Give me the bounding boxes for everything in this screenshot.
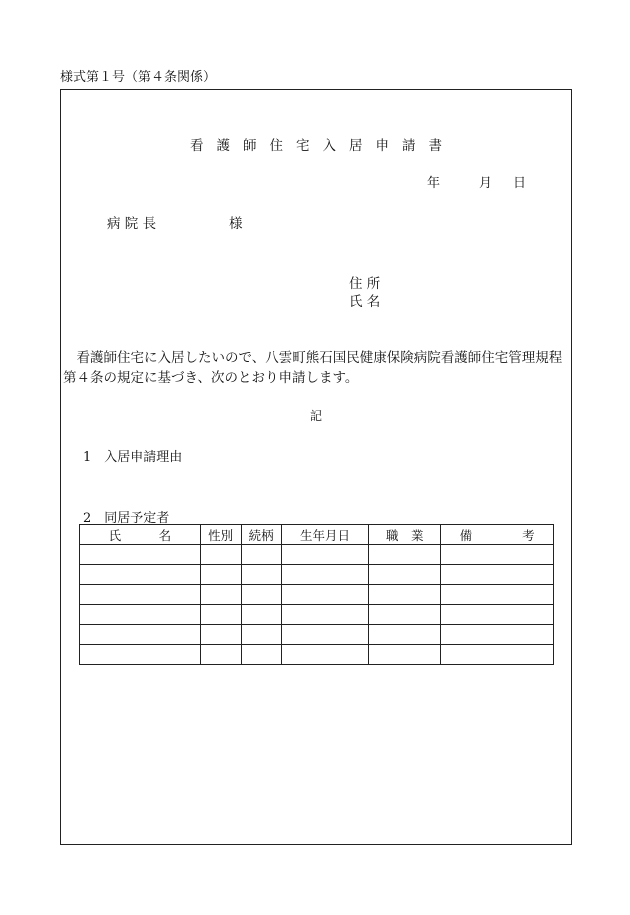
addressee-honorific: 様 <box>229 216 243 232</box>
form-number-label: 様式第１号（第４条関係） <box>60 70 217 85</box>
date-day-label: 日 <box>513 176 527 191</box>
date-month-label: 月 <box>479 176 493 191</box>
remarks-cell[interactable] <box>441 605 554 625</box>
remarks-cell[interactable] <box>441 645 554 665</box>
relation-cell[interactable] <box>241 625 281 645</box>
remarks-cell[interactable] <box>441 625 554 645</box>
name-cell[interactable] <box>80 625 201 645</box>
occupation-cell[interactable] <box>369 565 441 585</box>
remarks-cell[interactable] <box>441 545 554 565</box>
page-title: 看護師住宅入居申請書 <box>190 138 455 154</box>
col-gender-header: 性別 <box>200 525 241 545</box>
body-line-1: 看護師住宅に入居したいので、八雲町熊石国民健康保険病院看護師住宅管理規程 <box>63 350 563 366</box>
table-row <box>80 585 554 605</box>
occupation-cell[interactable] <box>369 585 441 605</box>
remarks-cell[interactable] <box>441 565 554 585</box>
name-cell[interactable] <box>80 565 201 585</box>
occupation-cell[interactable] <box>369 645 441 665</box>
date-year-label: 年 <box>427 176 441 191</box>
table-row <box>80 605 554 625</box>
addressee-title: 病 院 長 <box>107 216 157 232</box>
birthdate-cell[interactable] <box>281 545 369 565</box>
ki-heading: 記 <box>309 409 322 423</box>
relation-cell[interactable] <box>241 565 281 585</box>
occupation-cell[interactable] <box>369 545 441 565</box>
col-birthdate-header: 生年月日 <box>281 525 369 545</box>
relation-cell[interactable] <box>241 645 281 665</box>
table-row <box>80 645 554 665</box>
occupation-cell[interactable] <box>369 605 441 625</box>
relation-cell[interactable] <box>241 585 281 605</box>
birthdate-cell[interactable] <box>281 585 369 605</box>
gender-cell[interactable] <box>200 625 241 645</box>
item-reason: 1 入居申請理由 <box>83 450 183 465</box>
name-cell[interactable] <box>80 645 201 665</box>
name-cell[interactable] <box>80 545 201 565</box>
applicant-name-label: 氏 名 <box>349 294 381 310</box>
table-row <box>80 545 554 565</box>
table-row <box>80 565 554 585</box>
name-cell[interactable] <box>80 605 201 625</box>
col-name-header: 氏 名 <box>80 525 201 545</box>
gender-cell[interactable] <box>200 605 241 625</box>
gender-cell[interactable] <box>200 585 241 605</box>
item-cohabitants: 2 同居予定者 <box>83 511 170 526</box>
gender-cell[interactable] <box>200 565 241 585</box>
body-line-2: 第４条の規定に基づき、次のとおり申請します。 <box>63 370 359 386</box>
birthdate-cell[interactable] <box>281 625 369 645</box>
applicant-address-label: 住 所 <box>349 276 381 292</box>
application-body <box>63 348 571 388</box>
occupation-cell[interactable] <box>369 625 441 645</box>
col-relation-header: 続柄 <box>241 525 281 545</box>
gender-cell[interactable] <box>200 545 241 565</box>
cohabitant-table <box>79 524 554 665</box>
birthdate-cell[interactable] <box>281 645 369 665</box>
col-remarks-header: 備 考 <box>441 525 554 545</box>
table-row <box>80 625 554 645</box>
form-frame <box>60 89 572 845</box>
relation-cell[interactable] <box>241 545 281 565</box>
gender-cell[interactable] <box>200 645 241 665</box>
col-occupation-header: 職 業 <box>369 525 441 545</box>
relation-cell[interactable] <box>241 605 281 625</box>
date-line <box>427 172 526 191</box>
birthdate-cell[interactable] <box>281 565 369 585</box>
name-cell[interactable] <box>80 585 201 605</box>
remarks-cell[interactable] <box>441 585 554 605</box>
table-header-row <box>80 525 554 545</box>
birthdate-cell[interactable] <box>281 605 369 625</box>
